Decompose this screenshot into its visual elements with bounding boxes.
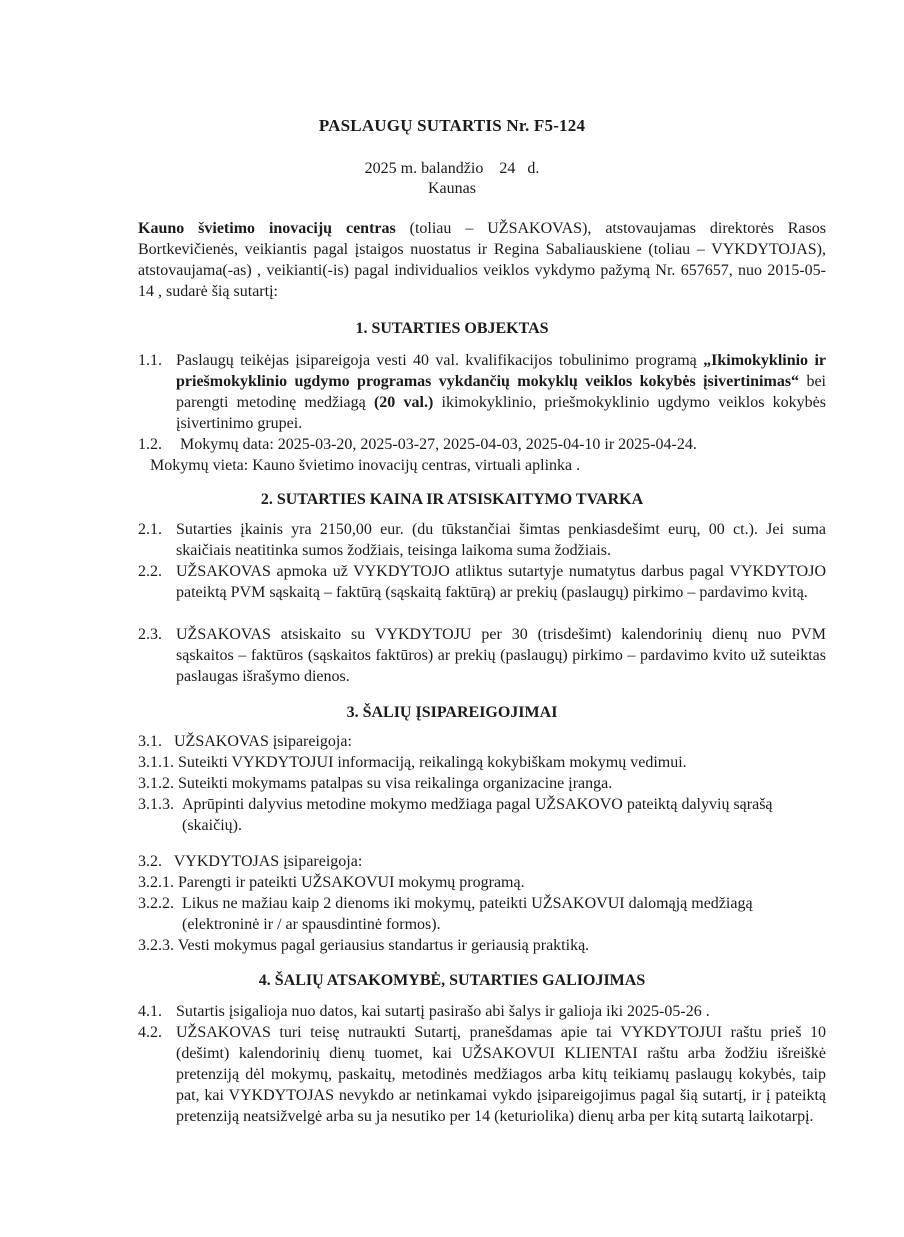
clause-2-2	[138, 561, 826, 603]
clause-number: 1.1.	[138, 352, 162, 369]
clause-4-2	[138, 1022, 826, 1127]
clause-number: 1.2.	[138, 436, 162, 453]
clause-number: 4.1.	[138, 1003, 162, 1020]
intro-text: (toliau – UŽSAKOVAS), atstovaujamas direktorės Rasos Bortkevičienės, veikiantis pagal įstaigos nuostatus ir Regina Sabaliauskiene (toliau – VYKDYTOJAS), atstovaujama(-as) , veikianti(-is) pagal individualios veiklos vykdymo pažymą Nr. 657657, nuo 2015-05-14 , sudarė šią sutartį:	[138, 220, 826, 300]
clause-text-part: bei parengti metodinę medžiagą	[176, 373, 826, 411]
clause-1-1	[138, 350, 826, 434]
training-place: Mokymų vieta: Kauno švietimo inovacijų centras, virtuali aplinka .	[150, 457, 581, 474]
clause-number: 2.3.	[138, 626, 162, 643]
document-title: PASLAUGŲ SUTARTIS Nr. F5-124	[318, 116, 586, 135]
clause-number: 3.1.3.	[138, 796, 174, 813]
party-name: Kauno švietimo inovacijų centras	[138, 220, 396, 237]
clause-text	[138, 350, 826, 434]
clause-3-1-3	[138, 794, 828, 836]
clause-3-2-2	[138, 893, 828, 935]
section-1-heading: 1. SUTARTIES OBJEKTAS	[355, 320, 549, 337]
clause-text: Sutartis įsigalioja nuo datos, kai sutartį pasirašo abi šalys ir galioja iki 2025-05-26 .	[176, 1003, 710, 1020]
section-2-heading: 2. SUTARTIES KAINA IR ATSISKAITYMO TVARKA	[260, 491, 644, 508]
clause-number: 2.2.	[138, 563, 162, 580]
clause-number: 2.1.	[138, 521, 162, 538]
clause-text-part: ikimokyklinio, priešmokyklinio ugdymo veiklos kokybės įsivertinimo grupei.	[176, 394, 826, 432]
intro-paragraph	[138, 218, 826, 302]
clause-3-2-1: 3.2.1. Parengti ir pateikti UŽSAKOVUI mokymų programą.	[138, 874, 525, 891]
clause-2-3	[138, 624, 826, 687]
clause-3-2-3: 3.2.3. Vesti mokymus pagal geriausius standartus ir geriausią praktiką.	[138, 937, 590, 954]
program-title: „Ikimokyklinio ir priešmokyklinio ugdymo programas vykdančių mokyklų veiklos kokybės įsivertinimas“	[176, 352, 826, 390]
clause-1-2	[138, 434, 838, 455]
section-4-heading: 4. ŠALIŲ ATSAKOMYBĖ, SUTARTIES GALIOJIMAS	[258, 972, 646, 989]
clause-text-part: Paslaugų teikėjas įsipareigoja vesti 40 val. kvalifikacijos tobulinimo programą	[176, 352, 704, 369]
clause-text: UŽSAKOVAS apmoka už VYKDYTOJO atliktus sutartyje numatytus darbus pagal VYKDYTOJO pateiktą PVM sąskaitą – faktūrą (sąskaitą faktūrą) ar prekių (paslaugų) pirkimo – pardavimo kvitą.	[176, 563, 826, 601]
clause-text: Mokymų data: 2025-03-20, 2025-03-27, 2025-04-03, 2025-04-10 ir 2025-04-24.	[180, 436, 697, 453]
clause-number: 4.2.	[138, 1024, 162, 1041]
clause-text: UŽSAKOVAS turi teisę nutraukti Sutartį, pranešdamas apie tai VYKDYTOJUI raštu prieš 10 (dešimt) kalendorinių dienų tuomet, kai UŽSAKOVUI KLIENTAI raštu arba žodžiu išreiškė pretenziją dėl mokymų, paskaitų, metodinės medžiagos arba kitų teikiamų paslaugų kokybės, taip pat, kai VYKDYTOJAS nevykdo ar netinkamai vykdo įsipareigojimus pagal šią sutartį, ir į pateiktą pretenziją neatsižvelgė arba su ja nesutiko per 14 (keturiolika) dienų arba per kitą sutartą laikotarpį.	[176, 1024, 826, 1125]
clause-number: 3.2.2.	[138, 895, 174, 912]
clause-2-1	[138, 519, 826, 561]
contract-city: Kaunas	[428, 180, 476, 197]
clause-text: Likus ne mažiau kaip 2 dienoms iki mokymų, pateikti UŽSAKOVUI dalomąją medžiagą (elektroninė ir / ar spausdintinė formos).	[182, 895, 753, 933]
clause-4-1	[138, 1001, 826, 1022]
clause-3-1-2: 3.1.2. Suteikti mokymams patalpas su visa reikalinga organizacine įranga.	[138, 775, 613, 792]
clause-text: Aprūpinti dalyvius metodine mokymo medžiaga pagal UŽSAKOVO pateiktą dalyvių sąrašą (skaičių).	[182, 796, 773, 834]
clause-text: Sutarties įkainis yra 2150,00 eur. (du tūkstančiai šimtas penkiasdešimt eurų, 00 ct.). Jei suma skaičiais neatitinka sumos žodžiais, teisinga laikoma suma žodžiais.	[176, 521, 826, 559]
section-3-heading: 3. ŠALIŲ ĮSIPAREIGOJIMAI	[346, 704, 558, 721]
contract-date: 2025 m. balandžio 24 d.	[364, 160, 540, 177]
clause-3-1-1: 3.1.1. Suteikti VYKDYTOJUI informaciją, reikalingą kokybiškam mokymų vedimui.	[138, 754, 687, 771]
clause-text: UŽSAKOVAS atsiskaito su VYKDYTOJU per 30 (trisdešimt) kalendorinių dienų nuo PVM sąskaitos – faktūros (sąskaitos faktūros) ar prekių (paslaugų) pirkimo – pardavimo kvito už suteiktas paslaugas išrašymo dienos.	[176, 626, 826, 685]
clause-3-2: 3.2. VYKDYTOJAS įsipareigoja:	[138, 853, 363, 870]
clause-3-1: 3.1. UŽSAKOVAS įsipareigoja:	[138, 733, 352, 750]
hours-note: (20 val.)	[373, 394, 434, 411]
